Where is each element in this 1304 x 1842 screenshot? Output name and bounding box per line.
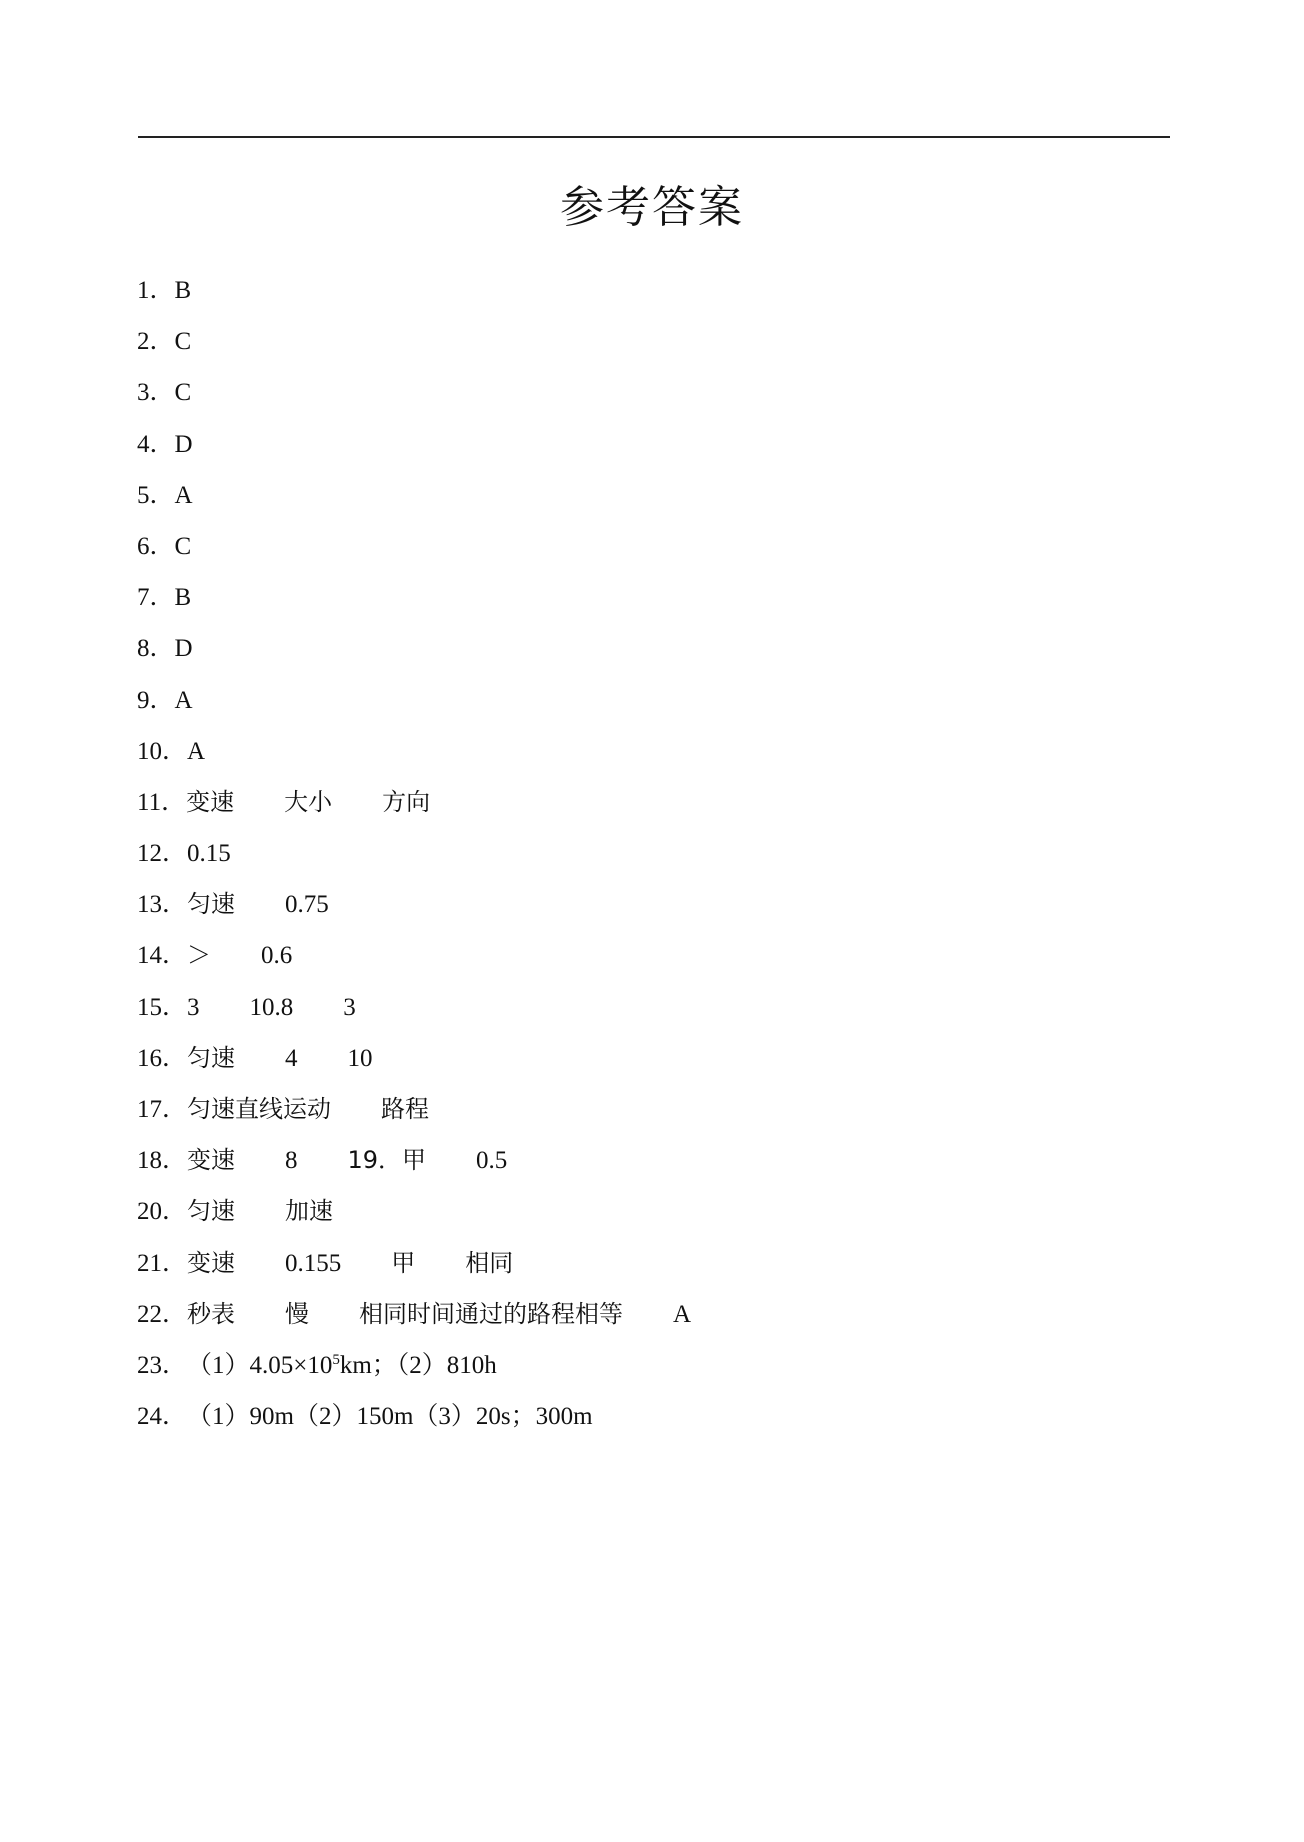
- number-separator: ．: [162, 1298, 188, 1328]
- answer-item: [137, 827, 691, 878]
- number-separator: ．: [149, 275, 175, 304]
- answer-text: C: [174, 532, 192, 560]
- number-separator: ．: [149, 530, 175, 560]
- answer-text: C: [174, 379, 192, 407]
- answer-text: 0.155: [285, 1249, 342, 1277]
- page-title: 参考答案: [560, 182, 744, 233]
- answer-number: 14: [137, 942, 162, 970]
- answer-number: 24: [137, 1403, 162, 1431]
- answer-number: 22: [137, 1300, 162, 1328]
- answer-text: 19．甲: [347, 1146, 427, 1175]
- answer-number: 9: [137, 686, 150, 714]
- answer-text: 匀速: [187, 890, 235, 919]
- answer-text: B: [174, 584, 192, 612]
- number-separator: ．: [149, 684, 175, 714]
- answer-number: 2: [137, 328, 150, 356]
- answer-number: 12: [137, 840, 162, 868]
- answer-item: [137, 878, 691, 929]
- answer-text: 0.5: [476, 1147, 508, 1175]
- answer-item: [137, 929, 691, 980]
- answer-item: [137, 725, 691, 776]
- answer-number: 8: [137, 635, 150, 663]
- number-separator: ．: [162, 1401, 188, 1431]
- answer-item: [137, 1339, 691, 1390]
- number-separator: ．: [162, 1196, 188, 1226]
- answer-number: 5: [137, 481, 150, 509]
- answer-number: 21: [137, 1249, 162, 1277]
- number-separator: ．: [162, 991, 188, 1021]
- number-separator: ．: [162, 1349, 188, 1379]
- answer-item: [137, 776, 691, 827]
- answer-text: 3: [187, 993, 200, 1021]
- answer-text: 变速: [186, 787, 235, 816]
- answer-text: 8: [285, 1147, 298, 1175]
- number-separator: ．: [149, 377, 175, 407]
- answer-text: 相同: [465, 1248, 514, 1277]
- answer-item: [137, 1083, 691, 1134]
- number-separator: ．: [162, 1042, 188, 1072]
- number-separator: ．: [149, 582, 175, 612]
- answer-item: [137, 315, 691, 366]
- answer-text-part: （1）4.05×10: [187, 1351, 333, 1379]
- answer-text: 加速: [285, 1197, 333, 1226]
- answer-item: [137, 469, 691, 520]
- answer-text: 大小: [284, 787, 333, 816]
- number-separator: ．: [162, 940, 188, 970]
- answer-text: 甲: [391, 1248, 416, 1277]
- answer-text: 10.8: [249, 993, 294, 1021]
- number-separator: ．: [162, 838, 188, 868]
- answer-text: A: [673, 1300, 692, 1328]
- answer-item: [137, 674, 691, 725]
- answer-number: 20: [137, 1198, 162, 1226]
- answer-number: 3: [137, 379, 150, 407]
- answer-text: （1）90m（2）150m（3）20s；300m: [187, 1403, 593, 1431]
- answer-text: [187, 1340, 497, 1391]
- answer-text: A: [174, 481, 193, 509]
- answer-item: [137, 264, 691, 315]
- exponent: 5: [332, 1351, 340, 1368]
- answer-item: [137, 1390, 691, 1441]
- answer-text: 路程: [381, 1095, 429, 1123]
- answer-text: 0.6: [261, 942, 293, 970]
- answer-text: C: [174, 328, 192, 356]
- answer-number: 16: [137, 1044, 162, 1072]
- answer-number: 7: [137, 584, 150, 612]
- answer-item: [137, 981, 691, 1032]
- answer-number: 17: [137, 1096, 162, 1123]
- answer-number: 23: [137, 1351, 162, 1379]
- answer-text: 4: [285, 1044, 298, 1072]
- answer-text: 0.75: [285, 891, 329, 919]
- answer-item: [137, 366, 691, 417]
- answer-item: [137, 1288, 691, 1339]
- answer-item: [137, 622, 691, 673]
- answer-item: [137, 1134, 691, 1185]
- answer-text: D: [174, 635, 193, 663]
- number-separator: ．: [149, 479, 175, 509]
- answer-text: 相同时间通过的路程相等: [359, 1299, 623, 1328]
- number-separator: ．: [149, 633, 175, 663]
- answer-text: 匀速: [187, 1043, 235, 1072]
- answer-item: [137, 1185, 691, 1236]
- answer-text: ＞: [187, 941, 211, 970]
- number-separator: ．: [149, 428, 175, 458]
- answer-number: 13: [137, 891, 162, 919]
- answer-list: [137, 264, 691, 1441]
- answer-text: 变速: [187, 1146, 235, 1175]
- answer-text: A: [187, 737, 206, 765]
- header-rule: [138, 136, 1170, 138]
- answer-item: [137, 1237, 691, 1288]
- answer-text: 3: [343, 993, 356, 1021]
- answer-text-part: km；（2）810h: [339, 1351, 497, 1379]
- answer-text: 匀速: [187, 1197, 235, 1226]
- number-separator: ．: [162, 1247, 188, 1277]
- answer-text: 慢: [285, 1299, 309, 1328]
- answer-number: 11: [137, 788, 162, 816]
- number-separator: ．: [161, 786, 187, 816]
- answer-text: D: [174, 430, 193, 458]
- answer-number: 15: [137, 993, 162, 1021]
- answer-number: 10: [137, 737, 162, 765]
- answer-item: [137, 571, 691, 622]
- number-separator: ．: [162, 735, 188, 765]
- answer-text: 匀速直线运动: [187, 1095, 331, 1123]
- answer-item: [137, 1032, 691, 1083]
- answer-text: 方向: [382, 787, 431, 816]
- answer-item: [137, 418, 691, 469]
- answer-text: 秒表: [187, 1299, 235, 1328]
- answer-text: 变速: [187, 1248, 235, 1277]
- number-separator: ．: [162, 1094, 188, 1123]
- answer-number: 18: [137, 1147, 162, 1175]
- number-separator: ．: [162, 889, 188, 919]
- answer-text: 10: [347, 1044, 373, 1072]
- answer-number: 4: [137, 430, 150, 458]
- number-separator: ．: [162, 1145, 188, 1175]
- answer-item: [137, 520, 691, 571]
- answer-number: 1: [137, 277, 150, 304]
- number-separator: ．: [149, 326, 175, 356]
- answer-number: 6: [137, 532, 150, 560]
- answer-text: B: [174, 277, 192, 304]
- answer-text: A: [174, 686, 193, 714]
- answer-text: 0.15: [187, 840, 231, 868]
